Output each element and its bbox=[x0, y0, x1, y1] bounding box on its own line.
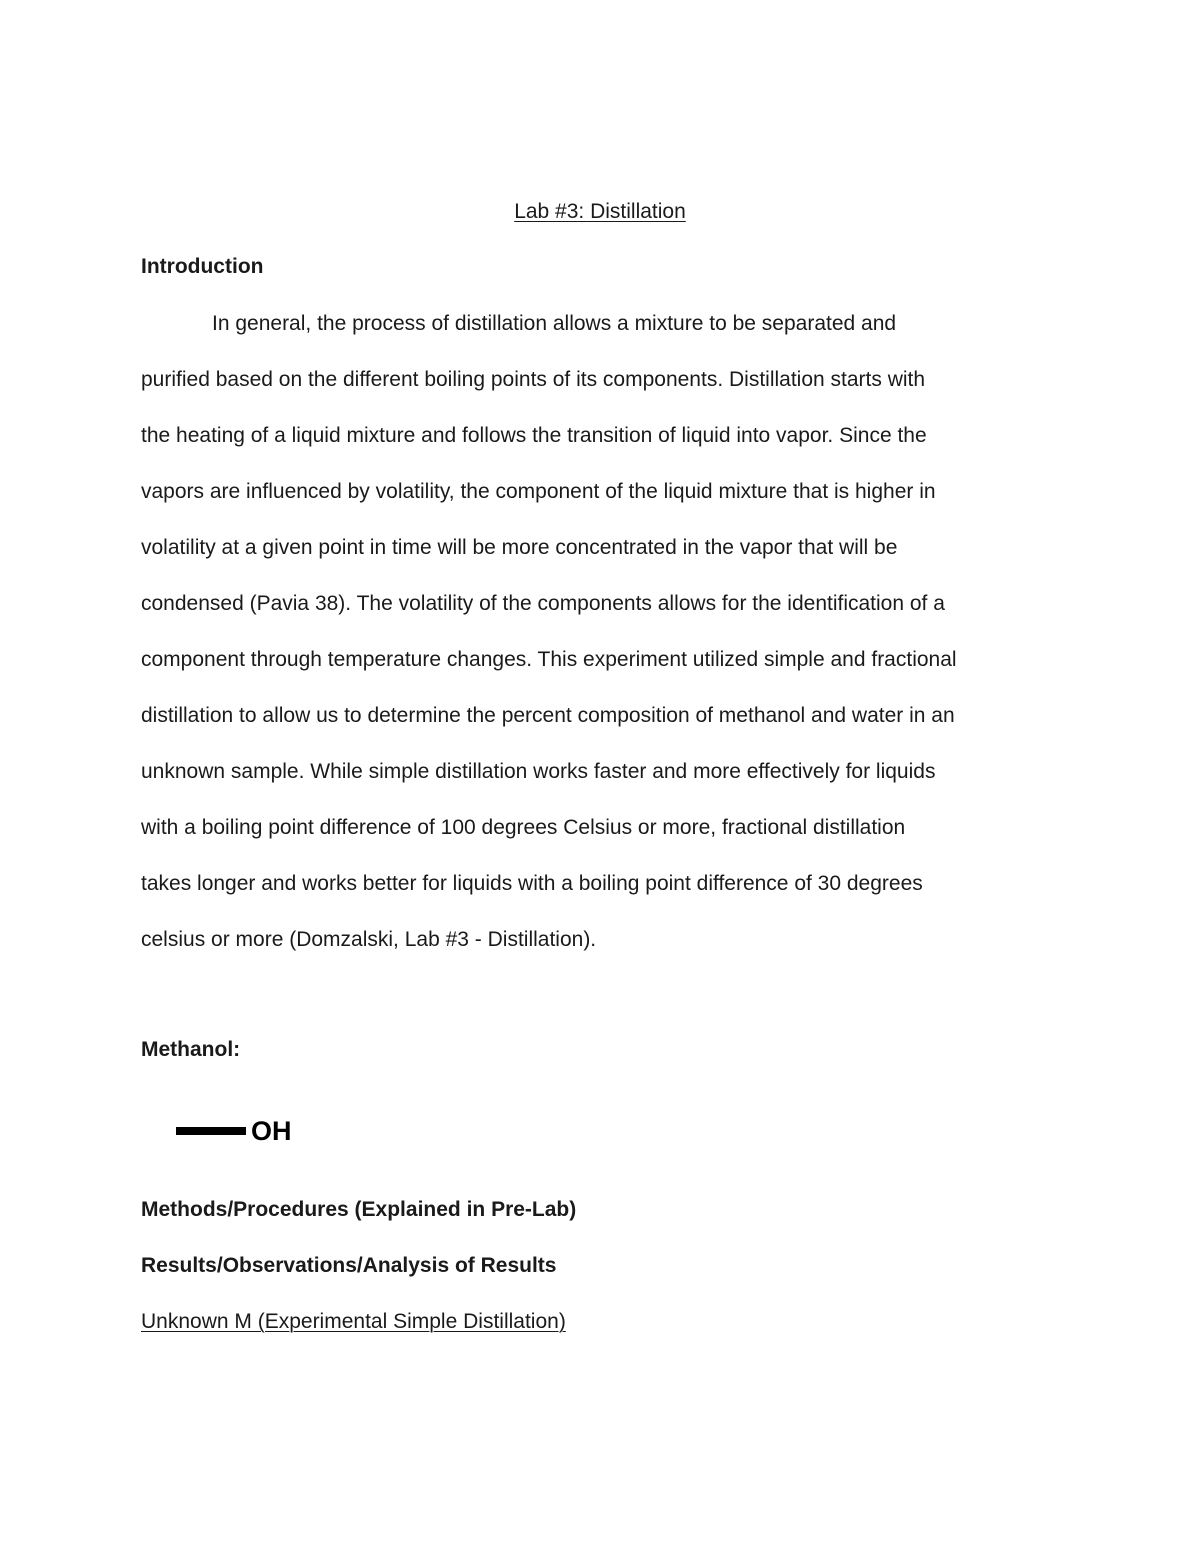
paragraph-line: In general, the process of distillation allows a mixture to be separated and bbox=[212, 312, 897, 335]
hydroxyl-label: OH bbox=[251, 1116, 292, 1146]
paragraph-line: with a boiling point difference of 100 degrees Celsius or more, fractional distillation bbox=[141, 816, 906, 839]
paragraph-line: distillation to allow us to determine the percent composition of methanol and water in an bbox=[141, 704, 955, 727]
paragraph-line: component through temperature changes. This experiment utilized simple and fractional bbox=[141, 648, 957, 671]
document-title: Lab #3: Distillation bbox=[514, 200, 686, 223]
methanol-structure bbox=[176, 1115, 336, 1155]
paragraph-line: unknown sample. While simple distillation works faster and more effectively for liquids bbox=[141, 760, 936, 783]
paragraph-line: purified based on the different boiling points of its components. Distillation starts with bbox=[141, 368, 926, 391]
methods-heading: Methods/Procedures (Explained in Pre-Lab) bbox=[141, 1198, 577, 1221]
paragraph-line: condensed (Pavia 38). The volatility of the components allows for the identification of a bbox=[141, 592, 945, 615]
paragraph-line: volatility at a given point in time will be more concentrated in the vapor that will be bbox=[141, 536, 898, 559]
paragraph-line: takes longer and works better for liquids with a boiling point difference of 30 degrees bbox=[141, 872, 923, 895]
results-subheading: Unknown M (Experimental Simple Distillation) bbox=[141, 1310, 566, 1333]
paragraph-line: vapors are influenced by volatility, the component of the liquid mixture that is higher in bbox=[141, 480, 936, 503]
paragraph-line: the heating of a liquid mixture and follows the transition of liquid into vapor. Since the bbox=[141, 424, 927, 447]
carbon-bond-line bbox=[176, 1127, 246, 1135]
methanol-heading: Methanol: bbox=[141, 1038, 241, 1061]
results-heading: Results/Observations/Analysis of Results bbox=[141, 1254, 557, 1277]
paragraph-line: celsius or more (Domzalski, Lab #3 - Distillation). bbox=[141, 928, 597, 951]
introduction-heading: Introduction bbox=[141, 255, 264, 278]
